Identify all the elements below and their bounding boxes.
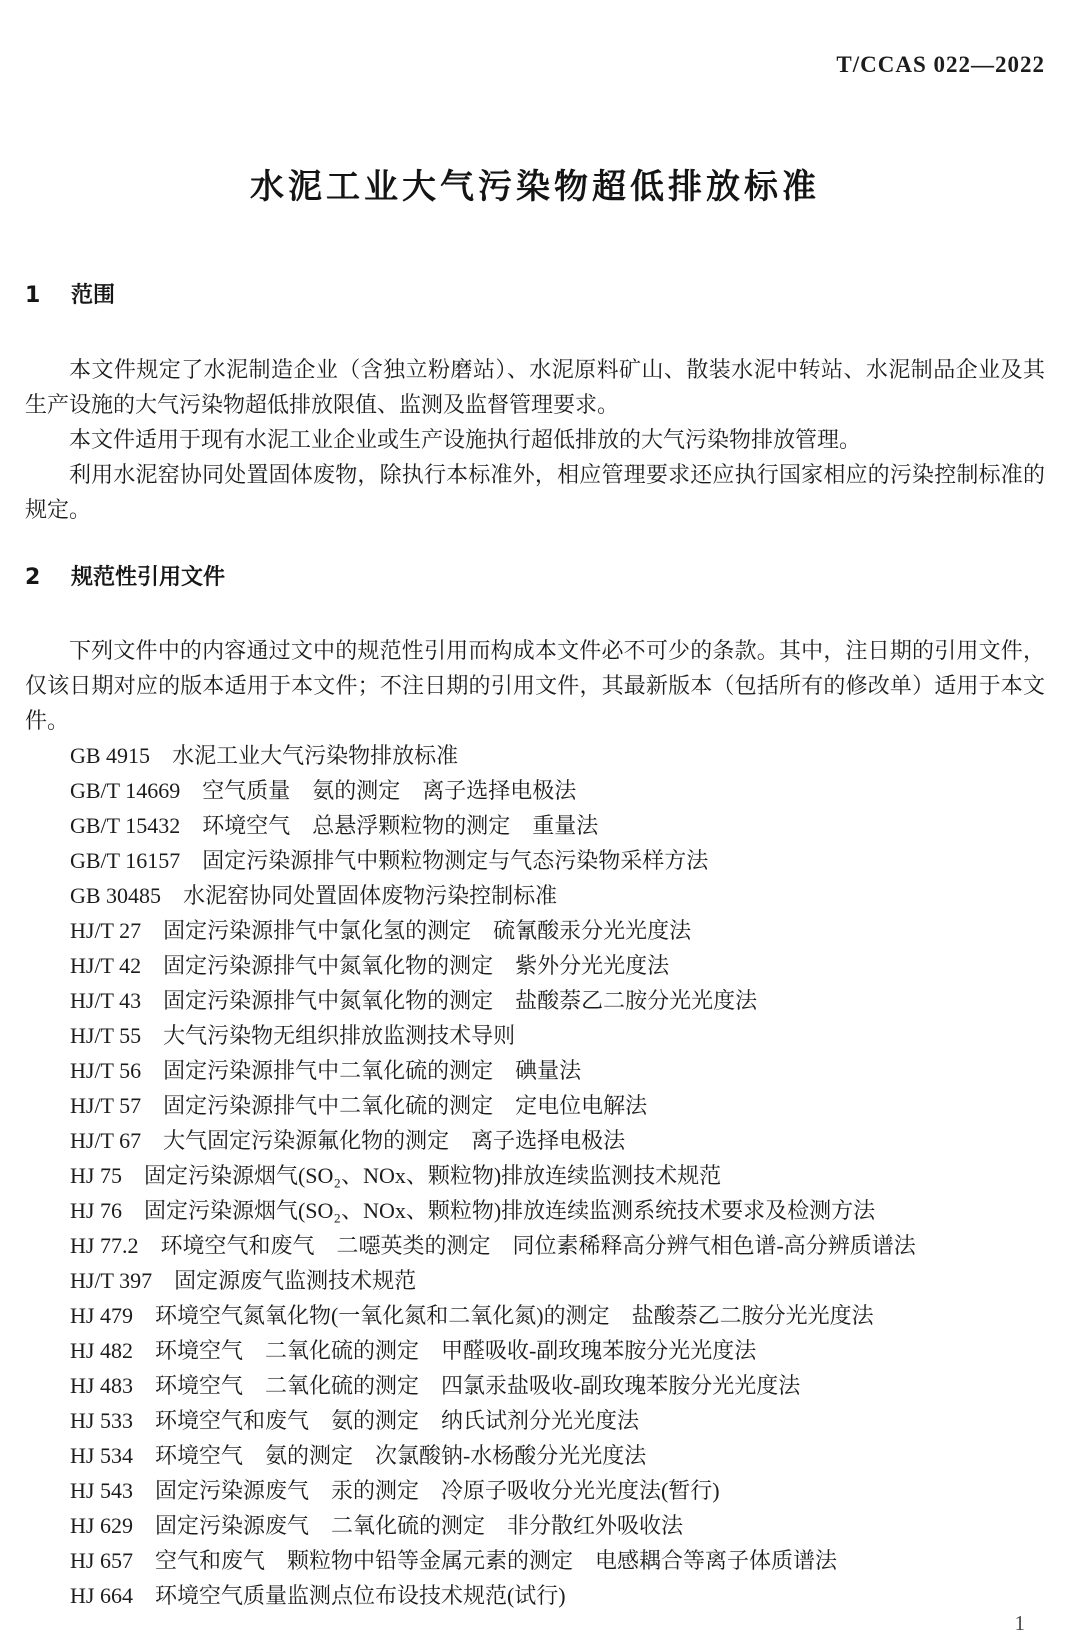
reference-code: HJ 543 (70, 1478, 133, 1503)
reference-code: HJ/T 27 (70, 918, 142, 943)
reference-title: 空气和废气 颗粒物中铅等金属元素的测定 电感耦合等离子体质谱法 (154, 1548, 837, 1573)
reference-code: HJ/T 42 (70, 953, 142, 978)
reference-code: HJ 664 (70, 1583, 133, 1608)
reference-title: 固定污染源烟气(SO₂、NOx、颗粒物)排放连续监测技术规范 (143, 1163, 722, 1188)
section-references-number: 2 (25, 565, 41, 590)
reference-title: 固定源废气监测技术规范 (174, 1268, 417, 1293)
reference-item (25, 1158, 1045, 1193)
section-scope-number: 1 (25, 283, 41, 308)
reference-title: 固定污染源废气 汞的测定 冷原子吸收分光光度法(暂行) (154, 1478, 720, 1503)
reference-title: 固定污染源烟气(SO₂、NOx、颗粒物)排放连续监测系统技术要求及检测方法 (143, 1198, 876, 1223)
reference-title: 环境空气和废气 二噁英类的测定 同位素稀释高分辨气相色谱-高分辨质谱法 (160, 1233, 916, 1258)
reference-code: HJ 75 (70, 1163, 122, 1188)
reference-title: 固定污染源排气中二氧化硫的测定 定电位电解法 (163, 1093, 648, 1118)
scope-paragraph: 本文件适用于现有水泥工业企业或生产设施执行超低排放的大气污染物排放管理。 (69, 427, 862, 452)
reference-code: GB/T 15432 (70, 813, 181, 838)
reference-title: 水泥工业大气污染物排放标准 (172, 743, 459, 768)
reference-title: 固定污染源排气中二氧化硫的测定 碘量法 (163, 1058, 582, 1083)
reference-code: HJ/T 67 (70, 1128, 142, 1153)
scope-paragraph: 利用水泥窑协同处置固体废物，除执行本标准外，相应管理要求还应执行国家相应的污染控制标准的规定。 (25, 462, 1045, 522)
reference-title: 大气污染物无组织排放监测技术导则 (163, 1023, 516, 1048)
reference-title: 环境空气 总悬浮颗粒物的测定 重量法 (202, 813, 599, 838)
reference-item (25, 913, 1045, 948)
reference-code: GB/T 14669 (70, 778, 181, 803)
references-intro-paragraph: 下列文件中的内容通过文中的规范性引用而构成本文件必不可少的条款。其中，注日期的引用文件，仅该日期对应的版本适用于本文件；不注日期的引用文件，其最新版本（包括所有的修改单）适用于本文件。 (25, 638, 1045, 733)
reference-item (25, 1438, 1045, 1473)
reference-title: 环境空气质量监测点位布设技术规范(试行) (154, 1583, 566, 1608)
reference-title: 环境空气氮氧化物(一氧化氮和二氧化氮)的测定 盐酸萘乙二胺分光光度法 (154, 1303, 874, 1328)
scope-paragraph: 本文件规定了水泥制造企业（含独立粉磨站）、水泥原料矿山、散装水泥中转站、水泥制品企业及其生产设施的大气污染物超低排放限值、监测及监督管理要求。 (25, 357, 1045, 417)
reference-item (25, 878, 1045, 913)
reference-item (25, 1263, 1045, 1298)
reference-item (25, 948, 1045, 983)
reference-item (25, 1368, 1045, 1403)
doc-number: T/CCAS 022—2022 (836, 52, 1045, 77)
reference-code: GB/T 16157 (70, 848, 181, 873)
reference-title: 环境空气 氨的测定 次氯酸钠-水杨酸分光光度法 (154, 1443, 647, 1468)
reference-item (25, 738, 1045, 773)
reference-item (25, 773, 1045, 808)
reference-code: HJ 629 (70, 1513, 133, 1538)
reference-code: HJ 534 (70, 1443, 133, 1468)
reference-code: HJ 483 (70, 1373, 133, 1398)
reference-code: HJ/T 43 (70, 988, 142, 1013)
reference-item (25, 1543, 1045, 1578)
page-number: 1 (1014, 1611, 1025, 1635)
reference-code: HJ/T 397 (70, 1268, 153, 1293)
reference-code: HJ/T 55 (70, 1023, 142, 1048)
reference-title: 空气质量 氨的测定 离子选择电极法 (202, 778, 577, 803)
reference-title: 环境空气 二氧化硫的测定 甲醛吸收-副玫瑰苯胺分光光度法 (154, 1338, 757, 1363)
reference-item (25, 1473, 1045, 1508)
reference-code: HJ 657 (70, 1548, 133, 1573)
reference-code: HJ/T 56 (70, 1058, 142, 1083)
reference-item (25, 1298, 1045, 1333)
section-scope-label: 范围 (71, 283, 116, 308)
reference-code: HJ 479 (70, 1303, 133, 1328)
reference-item (25, 1088, 1045, 1123)
reference-title: 固定污染源排气中颗粒物测定与气态污染物采样方法 (202, 848, 709, 873)
reference-code: HJ/T 57 (70, 1093, 142, 1118)
reference-item (25, 1228, 1045, 1263)
document-title: 水泥工业大气污染物超低排放标准 (250, 167, 820, 207)
section-scope-heading (25, 283, 1045, 309)
section-references-heading (25, 565, 1045, 591)
reference-title: 固定污染源排气中氯化氢的测定 硫氰酸汞分光光度法 (163, 918, 692, 943)
reference-title: 水泥窑协同处置固体废物污染控制标准 (183, 883, 558, 908)
reference-code: HJ 533 (70, 1408, 133, 1433)
reference-code: HJ 482 (70, 1338, 133, 1363)
reference-item (25, 1333, 1045, 1368)
reference-title: 环境空气 二氧化硫的测定 四氯汞盐吸收-副玫瑰苯胺分光光度法 (154, 1373, 801, 1398)
reference-item (25, 1123, 1045, 1158)
reference-title: 固定污染源排气中氮氧化物的测定 盐酸萘乙二胺分光光度法 (163, 988, 758, 1013)
section-references-label: 规范性引用文件 (71, 565, 226, 590)
reference-item (25, 983, 1045, 1018)
reference-code: GB 4915 (70, 743, 151, 768)
section-references-body (25, 633, 1045, 738)
reference-title: 固定污染源废气 二氧化硫的测定 非分散红外吸收法 (154, 1513, 683, 1538)
reference-item (25, 1578, 1045, 1613)
reference-item (25, 1508, 1045, 1543)
reference-title: 大气固定污染源氟化物的测定 离子选择电极法 (163, 1128, 626, 1153)
reference-item (25, 1193, 1045, 1228)
reference-code: HJ 77.2 (70, 1233, 139, 1258)
reference-item (25, 1053, 1045, 1088)
reference-item (25, 808, 1045, 843)
reference-item (25, 1018, 1045, 1053)
section-scope-body (25, 352, 1045, 527)
reference-code: GB 30485 (70, 883, 162, 908)
reference-list (25, 738, 1045, 1613)
reference-item (25, 843, 1045, 878)
reference-code: HJ 76 (70, 1198, 122, 1223)
reference-title: 固定污染源排气中氮氧化物的测定 紫外分光光度法 (163, 953, 670, 978)
reference-title: 环境空气和废气 氨的测定 纳氏试剂分光光度法 (154, 1408, 639, 1433)
reference-item (25, 1403, 1045, 1438)
